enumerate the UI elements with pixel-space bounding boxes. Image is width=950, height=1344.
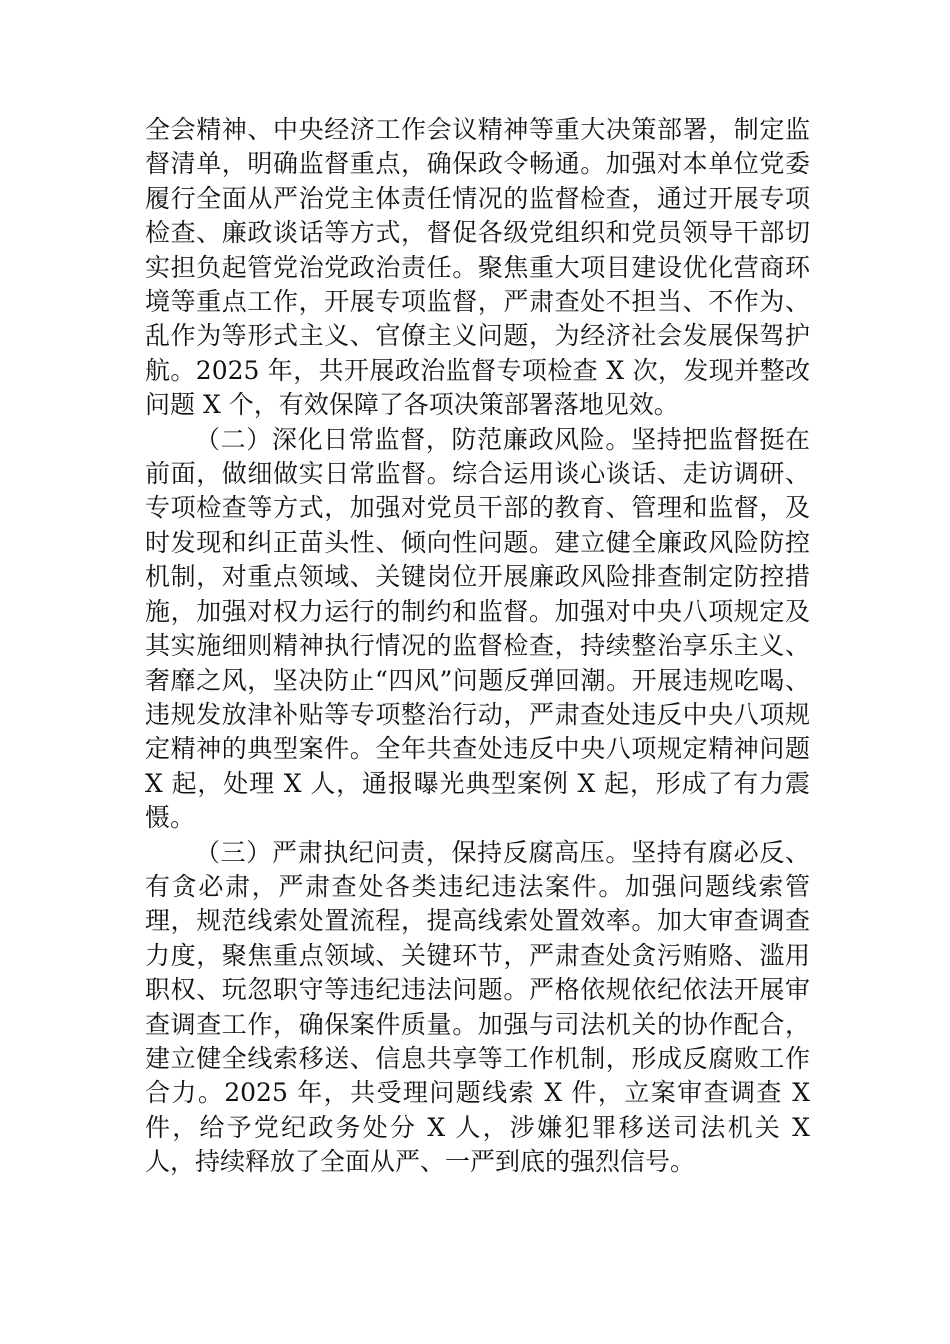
paragraph-daily-supervision: （二）深化日常监督，防范廉政风险。坚持把监督挺在前面，做细做实日常监督。综合运用谈心谈话、走访调研、专项检查等方式，加强对党员干部的教育、管理和监督，及时发现和纠正苗头性、倾向性问题。建立健全廉政风险防控机制，对重点领域、关键岗位开展廉政风险排查制定防控措施，加强对权力运行的制约和监督。加强对中央八项规定及其实施细则精神执行情况的监督检查，持续整治享乐主义、奢靡之风，坚决防止“四风”问题反弹回潮。开展违规吃喝、违规发放津补贴等专项整治行动，严肃查处违反中央八项规定精神的典型案件。全年共查处违反中央八项规定精神问题 X 起，处理 X 人，通报曝光典型案例 X 起，形成了有力震慑。 [145,424,810,833]
paragraph-discipline-accountability: （三）严肃执纪问责，保持反腐高压。坚持有腐必反、有贪必肃，严肃查处各类违纪违法案件。加强问题线索管理，规范线索处置流程，提高线索处置效率。加大审查调查力度，聚焦重点领域、关键环节，严肃查处贪污贿赂、滥用职权、玩忽职守等违纪违法问题。严格依规依纪依法开展审查调查工作，确保案件质量。加强与司法机关的协作配合，建立健全线索移送、信息共享等工作机制，形成反腐败工作合力。2025 年，共受理问题线索 X 件，立案审查调查 X 件，给予党纪政务处分 X 人，涉嫌犯罪移送司法机关 X 人，持续释放了全面从严、一严到底的强烈信号。 [145,837,810,1177]
paragraph-political-supervision: 全会精神、中央经济工作会议精神等重大决策部署，制定监督清单，明确监督重点，确保政令畅通。加强对本单位党委履行全面从严治党主体责任情况的监督检查，通过开展专项检查、廉政谈话等方式，督促各级党组织和党员领导干部切实担负起管党治党政治责任。聚焦重大项目建设优化营商环境等重点工作，开展专项监督，严肃查处不担当、不作为、乱作为等形式主义、官僚主义问题，为经济社会发展保驾护航。2025 年，共开展政治监督专项检查 X 次，发现并整改问题 X 个，有效保障了各项决策部署落地见效。 [145,115,810,420]
document-body [145,113,810,1180]
